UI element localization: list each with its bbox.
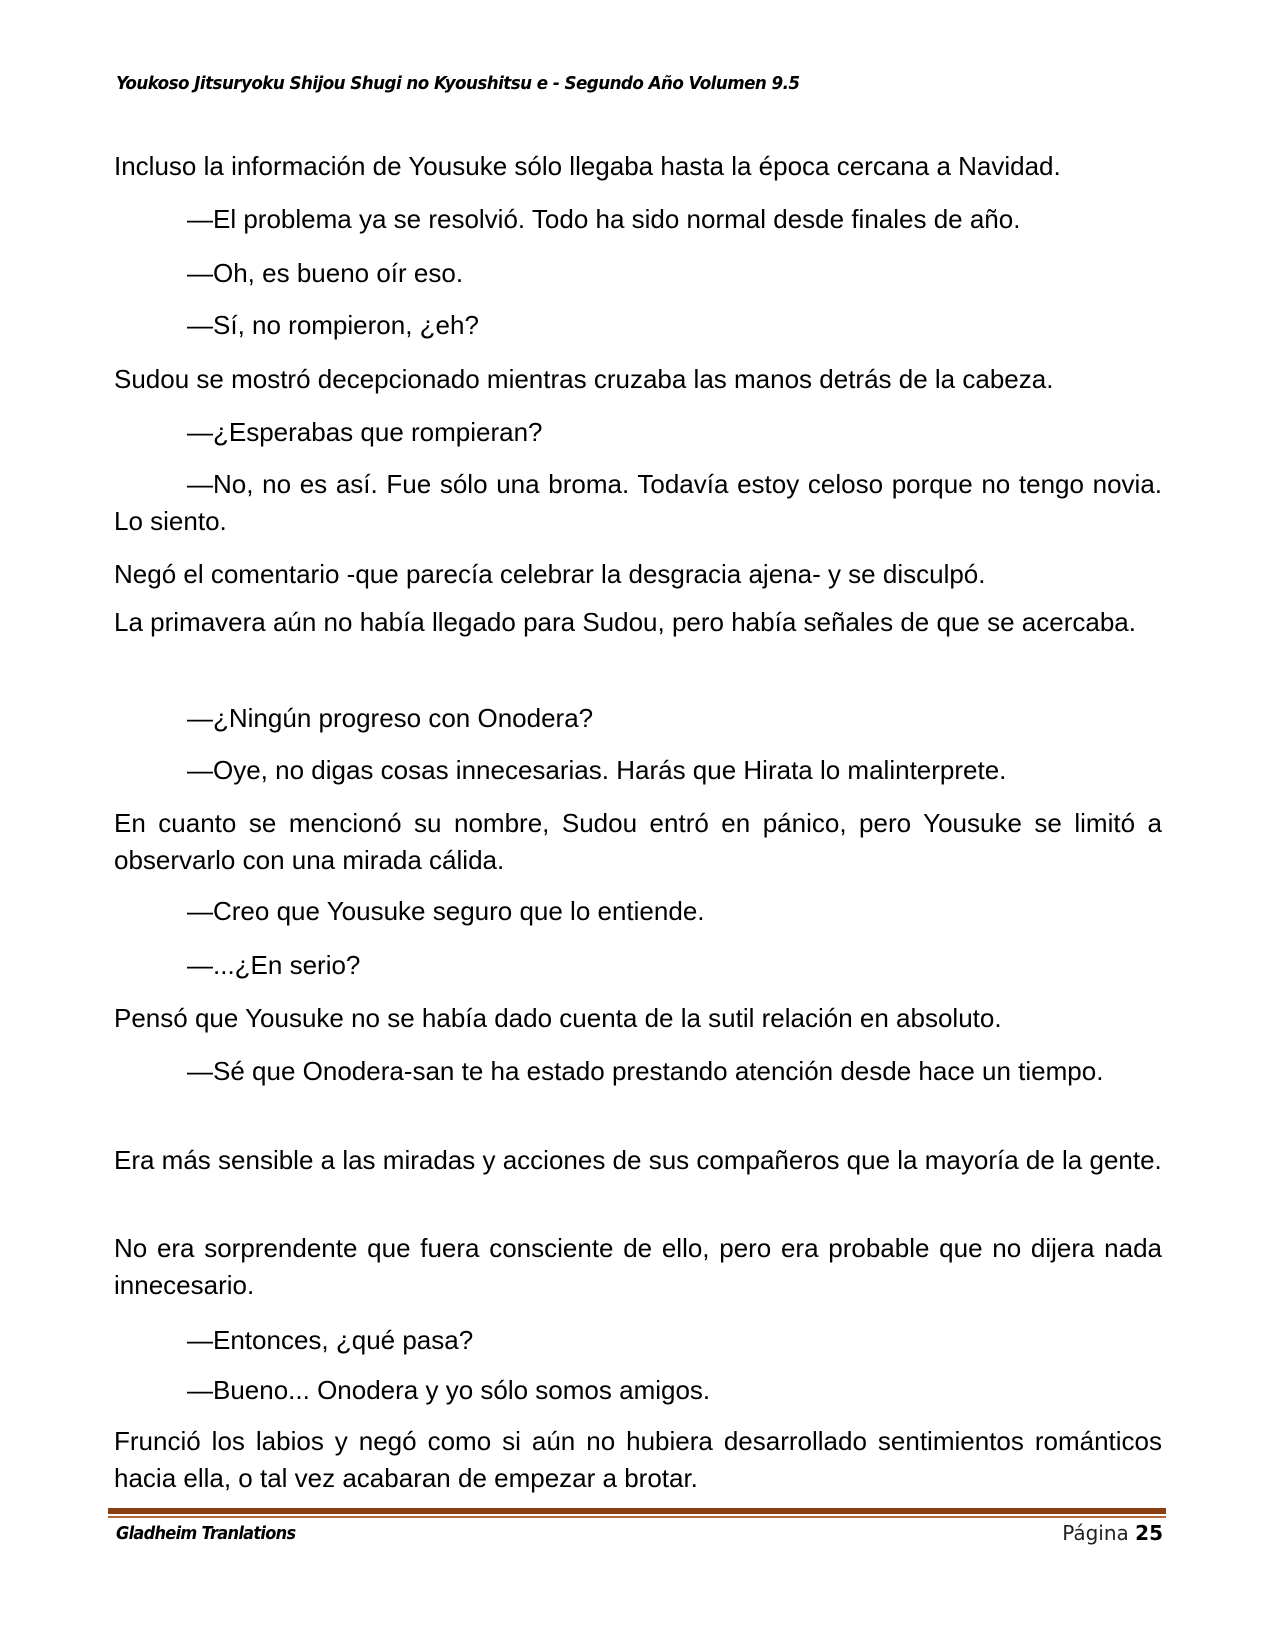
dialogue-paragraph: —Oh, es bueno oír eso. [187,258,464,288]
page-number-label [1062,1521,1163,1545]
dialogue-paragraph: —Entonces, ¿qué pasa? [187,1325,474,1355]
dialogue-paragraph: —...¿En serio? [187,950,361,980]
paragraph: Era más sensible a las miradas y acciones de sus compañeros que la mayoría de la gente. [114,1145,1162,1175]
dialogue-paragraph: —Oye, no digas cosas innecesarias. Harás que Hirata lo malinterprete. [187,755,1007,785]
dialogue-paragraph: —Bueno... Onodera y yo sólo somos amigos. [187,1375,711,1405]
dialogue-paragraph: —El problema ya se resolvió. Todo ha sido normal desde finales de año. [187,204,1021,234]
running-header-title: Youkoso Jitsuryoku Shijou Shugi no Kyoushitsu e - Segundo Año Volumen 9.5 [116,73,800,94]
dialogue-paragraph: —Sí, no rompieron, ¿eh? [187,310,479,340]
paragraph: En cuanto se mencionó su nombre, Sudou entró en pánico, pero Yousuke se limitó a observarlo con una mirada cálida. [114,808,1162,875]
paragraph: La primavera aún no había llegado para Sudou, pero había señales de que se acercaba. [114,607,1136,637]
paragraph: Pensó que Yousuke no se había dado cuenta de la sutil relación en absoluto. [114,1003,1002,1033]
dialogue-paragraph: —¿Esperabas que rompieran? [187,417,543,447]
paragraph: No era sorprendente que fuera consciente de ello, pero era probable que no dijera nada innecesario. [114,1233,1162,1300]
footer-divider-thin [108,1516,1166,1518]
dialogue-paragraph: —Sé que Onodera-san te ha estado prestando atención desde hace un tiempo. [187,1056,1104,1086]
dialogue-paragraph: —No, no es así. Fue sólo una broma. Todavía estoy celoso porque no tengo novia. Lo siento. [114,469,1162,536]
paragraph: Negó el comentario -que parecía celebrar la desgracia ajena- y se disculpó. [114,559,986,589]
page-label: Página [1062,1521,1129,1545]
paragraph: Incluso la información de Yousuke sólo llegaba hasta la época cercana a Navidad. [114,151,1061,181]
paragraph: Sudou se mostró decepcionado mientras cruzaba las manos detrás de la cabeza. [114,364,1054,394]
paragraph: Frunció los labios y negó como si aún no hubiera desarrollado sentimientos románticos hacia ella, o tal vez acabaran de empezar a brotar. [114,1426,1162,1493]
footer-divider [108,1508,1166,1514]
dialogue-paragraph: —Creo que Yousuke seguro que lo entiende. [187,896,705,926]
dialogue-paragraph: —¿Ningún progreso con Onodera? [187,703,594,733]
page-number: 25 [1135,1521,1163,1545]
footer-publisher: Gladheim Tranlations [116,1523,296,1544]
